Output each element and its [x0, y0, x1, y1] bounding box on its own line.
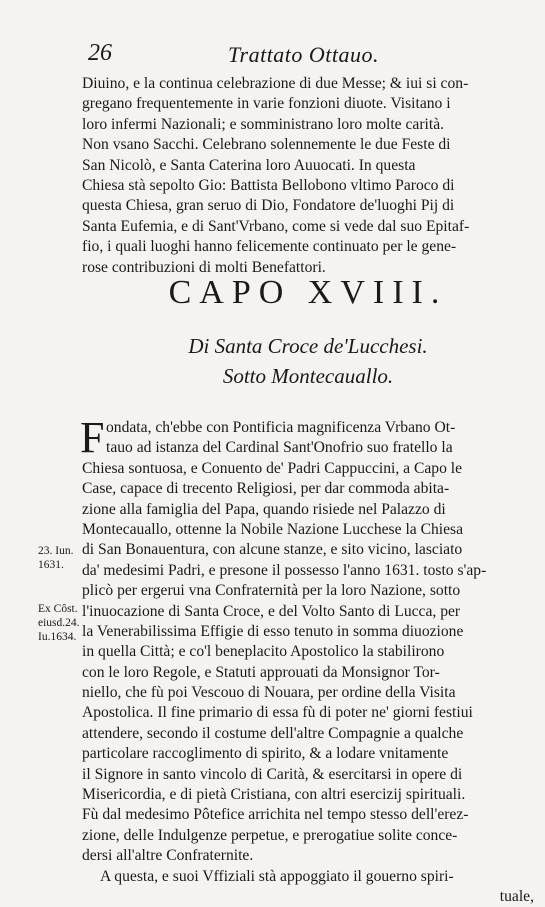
text-line: da' medesimi Padri, e presone il possesso l'anno 1631. tosto s'ap- — [82, 561, 487, 579]
text-line: in quella Città; e co'l beneplacito Apostolico la stabilirono — [82, 643, 445, 661]
text-line: San Nicolò, e Santa Caterina loro Auuocati. In questa — [82, 156, 416, 174]
text-line: zione, delle Indulgenze perpetue, e prerogatiue solite conce- — [82, 826, 458, 844]
margin-note-citation — [38, 602, 80, 644]
text-line: gregano frequentemente in varie fonzioni diuote. Visitano i — [82, 95, 451, 113]
chapter-subtitle: Di Santa Croce de'Lucchesi. — [188, 334, 428, 358]
chapter-title: CAPO XVIII. — [168, 274, 448, 311]
text-line: Case, capace di trecento Religiosi, per dar commoda abita- — [82, 480, 450, 498]
text-line: il Signore in santo vincolo di Carità, & esercitarsi in opere di — [82, 765, 463, 783]
page-number: 26 — [88, 40, 112, 66]
text-line: Misericordia, e di pietà Cristiana, con altri esercizij spirituali. — [82, 786, 466, 804]
margin-note-line: eiusd.24. — [38, 617, 80, 629]
text-line: plicò per ergerui vna Confraternità per la loro Nazione, sotto — [82, 582, 461, 600]
intro-paragraph — [82, 74, 534, 278]
chapter-paragraph — [80, 413, 534, 907]
text-line: Chiesa sontuosa, e Conuento de' Padri Cappuccini, a Capo le — [82, 459, 463, 477]
text-line: ondata, ch'ebbe con Pontificia magnificenza Vrbano Ot- — [106, 419, 456, 436]
text-line: Diuino, e la continua celebrazione di due Messe; & iui si con- — [82, 75, 469, 92]
catchword: tuale, — [499, 887, 534, 905]
margin-note-date — [38, 544, 73, 572]
text-line: Chiesa stà sepolto Gio: Battista Bellobono vltimo Paroco di — [82, 176, 455, 194]
running-head: Trattato Ottauo. — [228, 42, 380, 67]
margin-note-line: 1631. — [38, 559, 64, 571]
text-line: Non vsano Sacchi. Celebrano solennemente le due Feste di — [82, 136, 451, 154]
drop-cap: F — [80, 413, 105, 462]
text-line: A questa, e suoi Vffiziali stà appoggiato il gouerno spiri- — [100, 867, 454, 885]
text-line: tauo ad istanza del Cardinal Sant'Onofrio suo fratello la — [106, 439, 453, 457]
text-line: con le loro Regole, e Statuti approuati da Monsignor Tor- — [82, 663, 440, 681]
text-line: Montecauallo, ottenne la Nobile Nazione Lucchese la Chiesa — [82, 520, 464, 538]
text-line: rose contribuzioni di molti Benefattori. — [82, 258, 326, 276]
text-line: di San Bonauentura, con alcune stanze, e sito vicino, lasciato — [82, 541, 463, 559]
text-line: dersi all'altre Confraternite. — [82, 847, 254, 865]
text-line: particolare raccoglimento di spirito, & a lodare vnitamente — [82, 745, 449, 763]
chapter-subtitle-secondary: Sotto Montecauallo. — [222, 364, 394, 388]
text-line: Apostolica. Il fine primario di essa fù di poter ne' giorni festiui — [82, 704, 473, 722]
margin-note-line: 23. Iun. — [38, 545, 74, 557]
text-line: loro infermi Nazionali; e somministrano loro molte carità. — [82, 115, 445, 133]
text-line: la Venerabilissima Effigie di esso tenuto in somma diuozione — [82, 622, 464, 640]
text-line: zione alla famiglia del Papa, quando risiede nel Palazzo di — [82, 500, 446, 518]
text-line: niello, che fù poi Vescouo di Nouara, per ordine della Visita — [82, 684, 456, 702]
page-header — [88, 40, 528, 68]
text-line: Fù dal medesimo Pôtefice arrichita nel tempo stesso dell'erez- — [82, 806, 469, 824]
text-line: attendere, secondo il costume dell'altre Compagnie a qualche — [82, 724, 464, 742]
margin-note-line: Iu.1634. — [38, 631, 77, 643]
margin-note-line: Ex Côst. — [38, 603, 78, 615]
text-line: questa Chiesa, gran seruo di Dio, Fondatore de'luoghi Pij di — [82, 197, 455, 215]
text-line: fio, i quali luoghi hanno felicemente continuato per le gene- — [82, 238, 457, 256]
text-line: Santa Eufemia, e di Sant'Vrbano, come si vede dal suo Epitaf- — [82, 217, 470, 235]
text-line: l'inuocazione di Santa Croce, e del Volto Santo di Lucca, per — [82, 602, 461, 620]
